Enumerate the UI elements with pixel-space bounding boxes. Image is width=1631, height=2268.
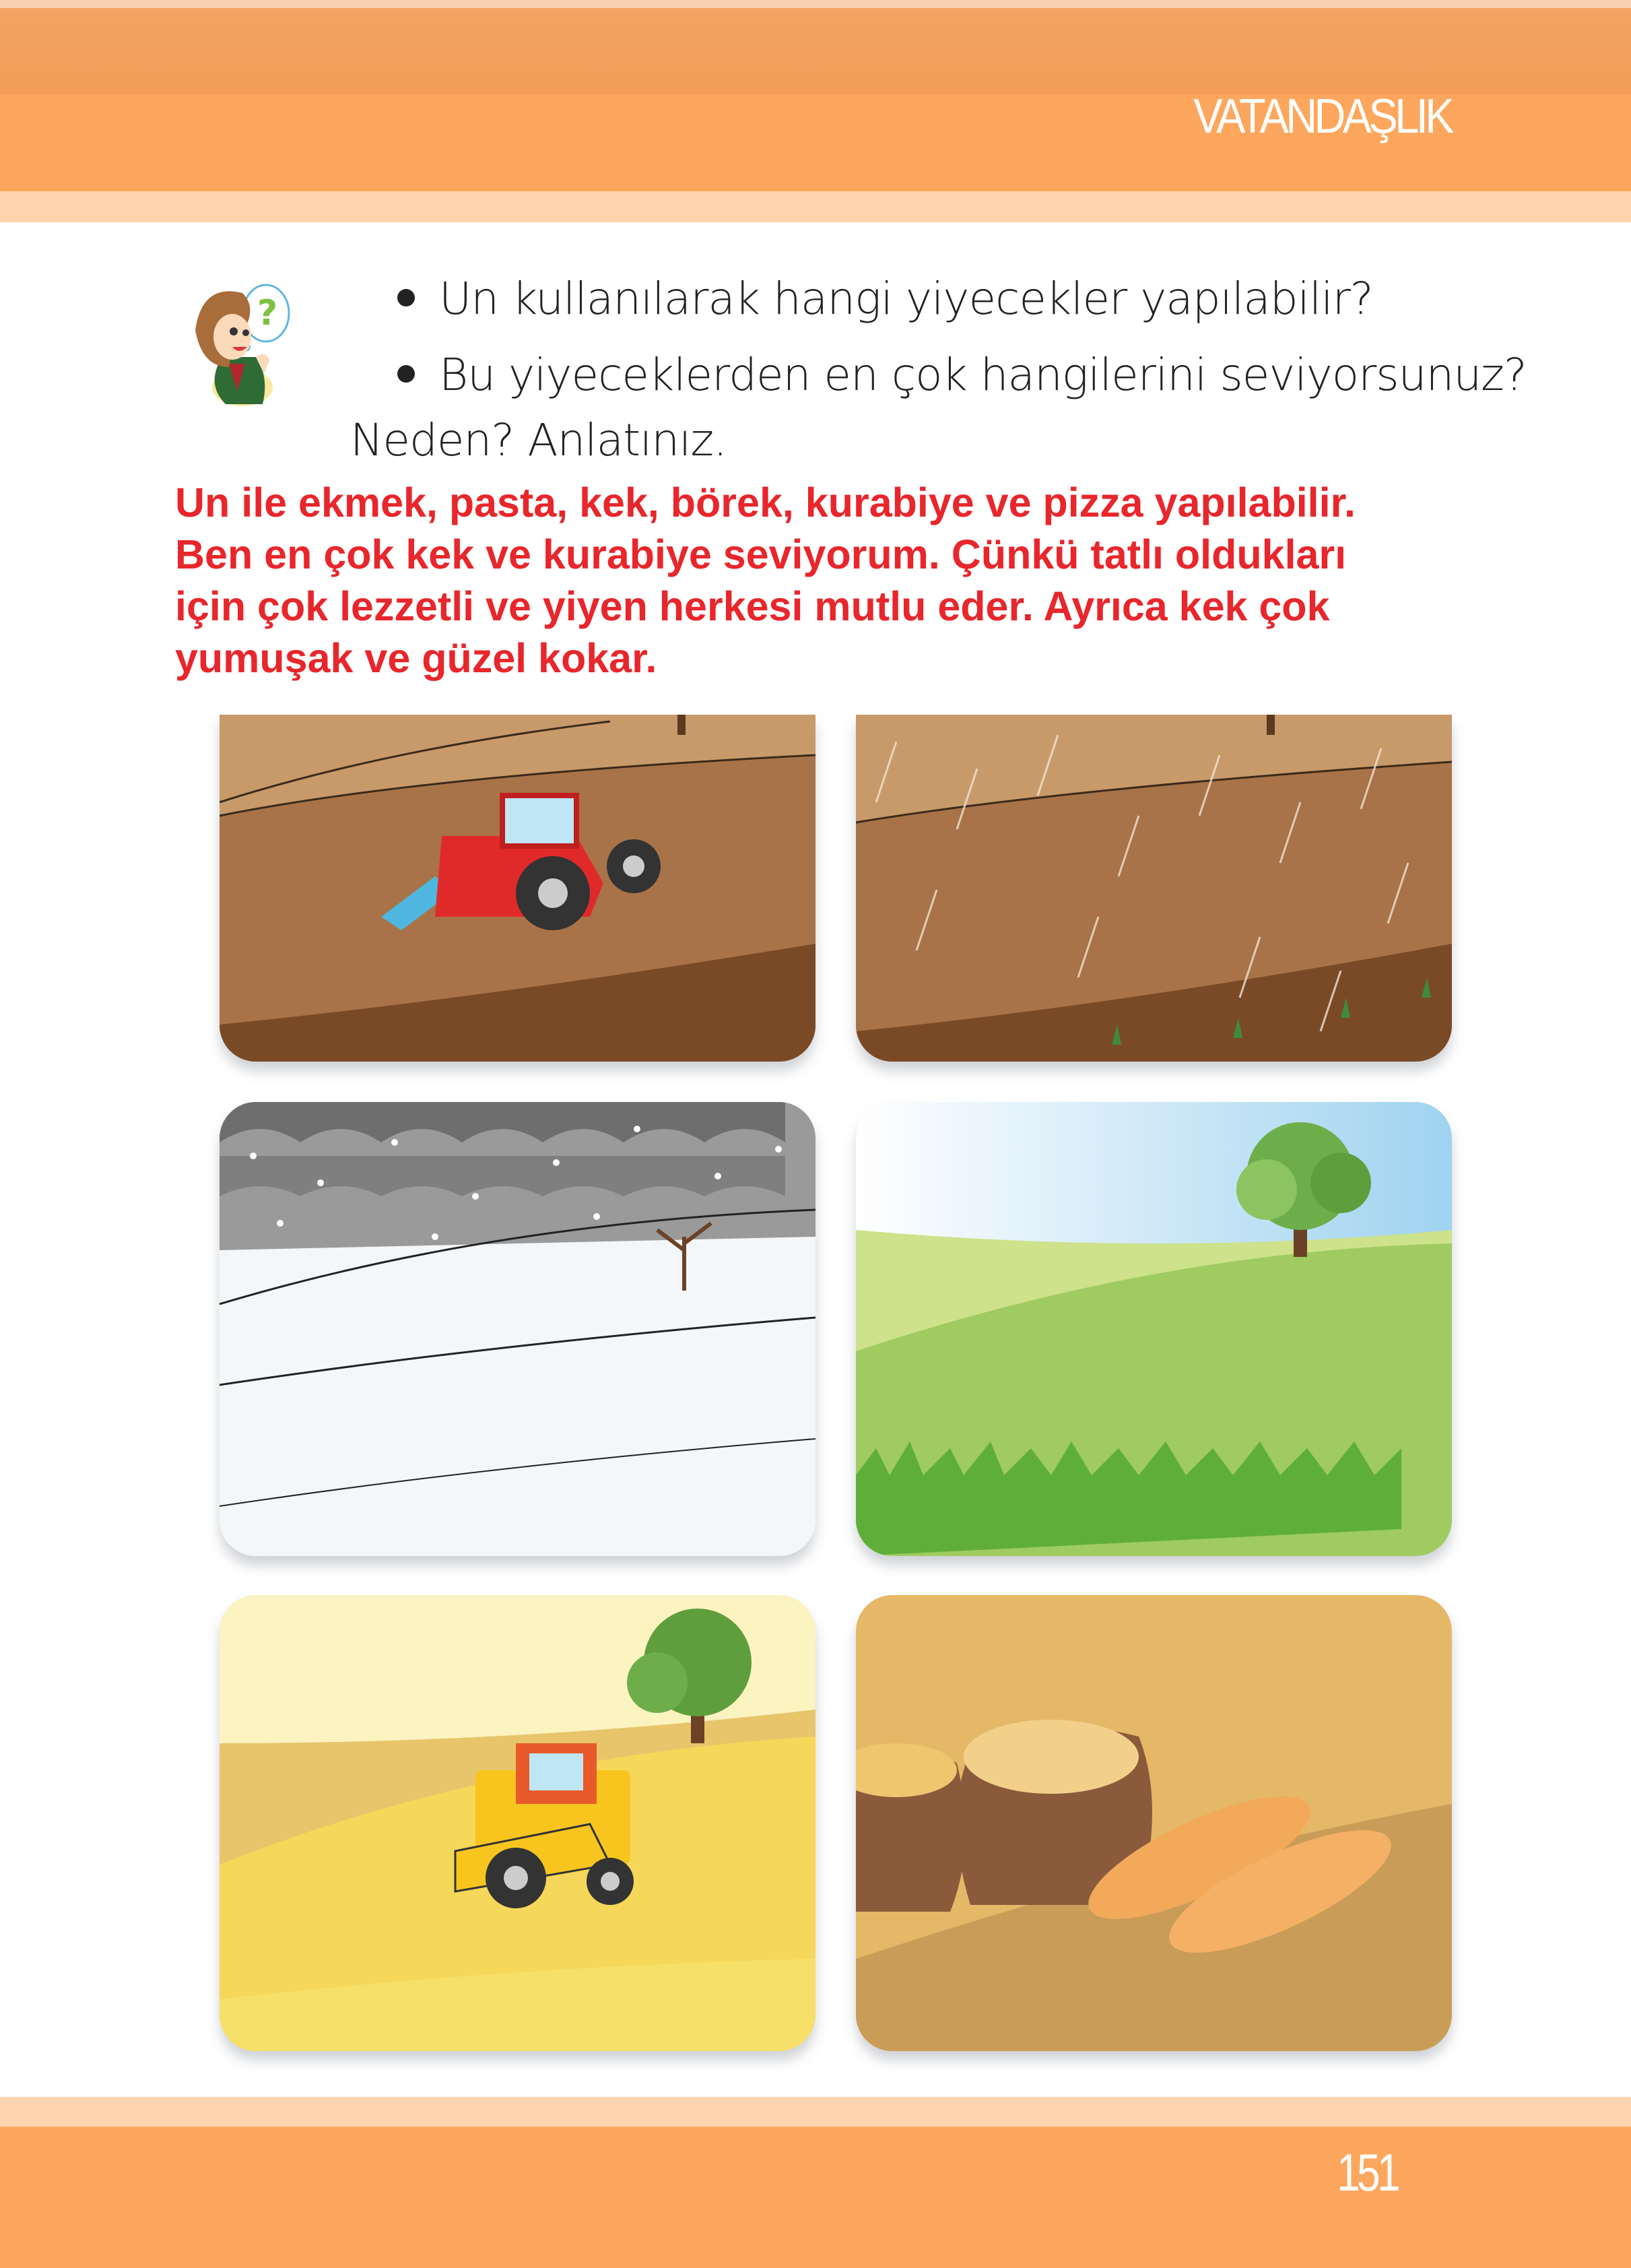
answer-line: için çok lezzetli ve yiyen herkesi mutlu eder. Ayrıca kek çok (175, 583, 1330, 629)
answer-line: Un ile ekmek, pasta, kek, börek, kurabiye ve pizza yapılabilir. (175, 480, 1356, 525)
wheat-harvest-illustration (220, 1595, 816, 2051)
svg-text:?: ? (257, 293, 278, 333)
thinking-girl-icon (192, 263, 327, 408)
question-text: Bu yiyeceklerden en çok hangilerini seviyorsunuz? (439, 349, 1527, 401)
answer-text (175, 477, 1522, 684)
section-title: VATANDAŞLIK (1193, 90, 1451, 143)
bullet-icon (397, 365, 415, 383)
header-peach-stripe (0, 191, 1631, 222)
header-band-dark (0, 8, 1631, 94)
tractor-plowing-illustration (220, 715, 816, 1062)
answer-line: yumuşak ve güzel kokar. (175, 635, 657, 681)
question-continuation: Neden? Anlatınız. (350, 414, 727, 466)
page-number: 151 (1337, 2143, 1397, 2202)
snow-covered-field-illustration (220, 1102, 816, 1556)
header-top-stripe (0, 0, 1631, 8)
flour-sacks-and-bread-illustration (856, 1595, 1452, 2051)
bullet-icon (397, 289, 415, 306)
rain-on-field-illustration (856, 715, 1452, 1062)
question-text: Un kullanılarak hangi yiyecekler yapılabilir? (439, 273, 1373, 325)
question-1 (397, 273, 1373, 325)
green-wheat-field-illustration (856, 1102, 1452, 1556)
footer-peach-stripe (0, 2097, 1631, 2127)
answer-line: Ben en çok kek ve kurabiye seviyorum. Çünkü tatlı oldukları (175, 531, 1347, 577)
question-2 (397, 349, 1527, 401)
